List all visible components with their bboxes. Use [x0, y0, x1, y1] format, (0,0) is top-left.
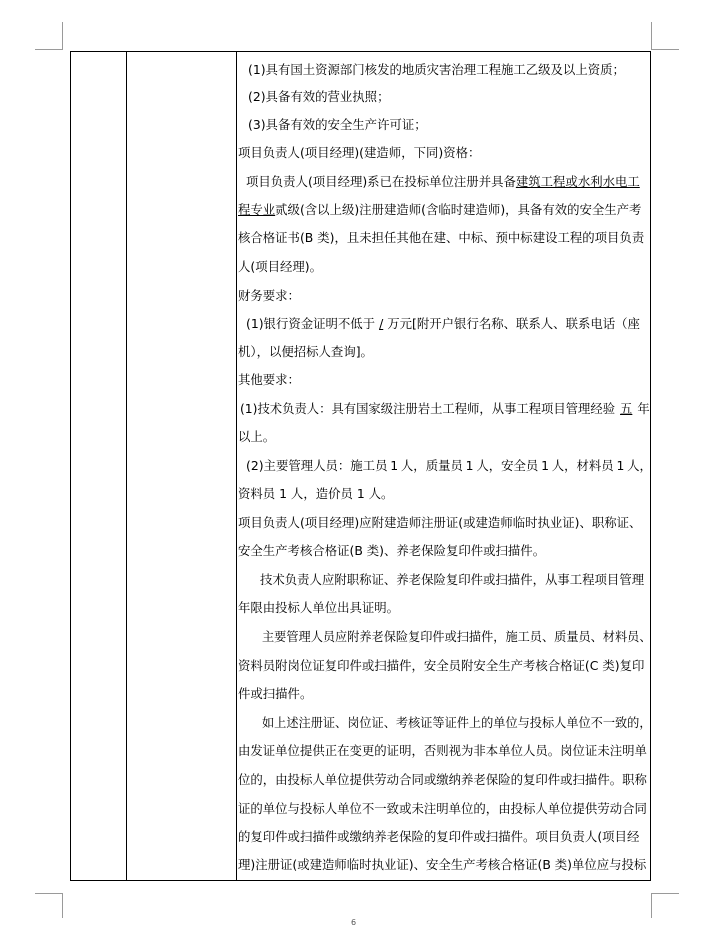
crop-mark-top-right-h — [651, 49, 679, 50]
manager-line-1 — [246, 172, 652, 192]
manager-line-2-text: 贰级(含以上级)注册建造师(含临时建造师)，具备有效的安全生产考 — [275, 202, 642, 217]
manager-line-4: 人(项目经理)。 — [238, 259, 323, 274]
crop-mark-top-left-v — [62, 22, 63, 50]
manager-line-2 — [238, 200, 652, 220]
qualification-2: (2)具备有效的营业执照； — [248, 89, 390, 104]
docs-line-5: 主要管理人员应附养老保险复印件或扫描件，施工员、质量员、材料员、 — [262, 629, 652, 644]
staff-word: 人，材料员 — [551, 458, 614, 473]
staff-word: (2)主要管理人员：施工员 — [246, 458, 388, 473]
manager-line-3: 核合格证书(B 类)，且未担任其他在建、中标、预中标建设工程的项目负责 — [238, 230, 645, 245]
finance-amount-blank: / — [379, 316, 384, 331]
qualification-1: (1)具有国土资源部门核发的地质灾害治理工程施工乙级及以上资质； — [248, 62, 625, 77]
other-heading: 其他要求： — [238, 372, 300, 387]
docs-line-13: 理)注册证(或建造师临时执业证)、安全生产考核合格证(B 类)单位应与投标 — [238, 857, 647, 872]
experience-years: 五 — [620, 401, 633, 416]
other-line-2: 以上。 — [238, 429, 276, 444]
crop-mark-top-right-v — [651, 22, 652, 50]
crop-mark-bottom-right-h — [651, 893, 679, 894]
docs-line-4: 年限由投标人单位出具证明。 — [238, 600, 400, 615]
finance-heading: 财务要求： — [238, 288, 300, 303]
crop-mark-top-left-h — [35, 49, 63, 50]
docs-line-11: 证的单位与投标人单位不一致或未注明单位的，由投标人单位提供劳动合同 — [238, 801, 647, 816]
staff-word: 人， — [627, 458, 652, 473]
other-line-1 — [240, 399, 648, 419]
manager-line-1-text: 项目负责人(项目经理)系已在投标单位注册并具备 — [246, 174, 516, 189]
page-number: 6 — [350, 918, 357, 927]
docs-line-8: 如上述注册证、岗位证、考核证等证件上的单位与投标人单位不一致的， — [262, 715, 652, 730]
manager-heading: 项目负责人(项目经理)(建造师，下同)资格： — [238, 145, 481, 160]
crop-mark-bottom-left-h — [35, 893, 63, 894]
other-line-3 — [246, 456, 652, 476]
manager-specialty-underlined-cont: 程专业 — [238, 202, 276, 217]
docs-line-7: 件或扫描件。 — [238, 686, 313, 701]
finance-line-1-b: 万元[附开户银行名称、联系人、联系电话（座 — [387, 316, 640, 331]
staff-word: 1 — [465, 458, 474, 473]
docs-line-3: 技术负责人应附职称证、养老保险复印件或扫描件，从事工程项目管理 — [260, 572, 645, 587]
other-line-4: 资料员 1 人，造价员 1 人。 — [238, 486, 394, 501]
docs-line-10: 位的，由投标人单位提供劳动合同或缴纳养老保险的复印件或扫描件。职称 — [238, 772, 647, 787]
crop-mark-bottom-right-v — [651, 893, 652, 918]
requirements-table — [70, 51, 651, 881]
staff-word: 1 — [616, 458, 625, 473]
finance-line-1 — [246, 314, 652, 334]
finance-line-1-a: (1)银行资金证明不低于 — [246, 316, 376, 331]
manager-specialty-underlined: 建筑工程或水利水电工 — [515, 174, 640, 189]
docs-line-9: 由发证单位提供正在变更的证明，否则视为非本单位人员。岗位证未注明单 — [238, 743, 647, 758]
crop-mark-bottom-left-v — [62, 893, 63, 918]
docs-line-2: 安全生产考核合格证(B 类)、养老保险复印件或扫描件。 — [238, 543, 546, 558]
docs-line-1: 项目负责人(项目经理)应附建造师注册证(或建造师临时执业证)、职称证、 — [238, 515, 642, 530]
staff-word: 1 — [541, 458, 549, 473]
column-divider-1 — [126, 52, 127, 880]
docs-line-6: 资料员附岗位证复印件或扫描件，安全员附安全生产考核合格证(C 类)复印 — [238, 658, 645, 673]
staff-word: 1 — [390, 458, 399, 473]
staff-word: 人，安全员 — [476, 458, 539, 473]
finance-line-2: 机），以便招标人查询]。 — [238, 344, 373, 359]
qualification-3: (3)具备有效的安全生产许可证； — [248, 117, 427, 132]
other-line-1-a: (1)技术负责人：具有国家级注册岩土工程师，从事工程项目管理经验 — [240, 401, 616, 416]
column-divider-2 — [236, 52, 237, 880]
docs-line-12: 的复印件或扫描件或缴纳养老保险的复印件或扫描件。项目负责人(项目经 — [238, 829, 640, 844]
other-line-1-b: 年 — [637, 401, 650, 416]
staff-word: 人，质量员 — [400, 458, 463, 473]
